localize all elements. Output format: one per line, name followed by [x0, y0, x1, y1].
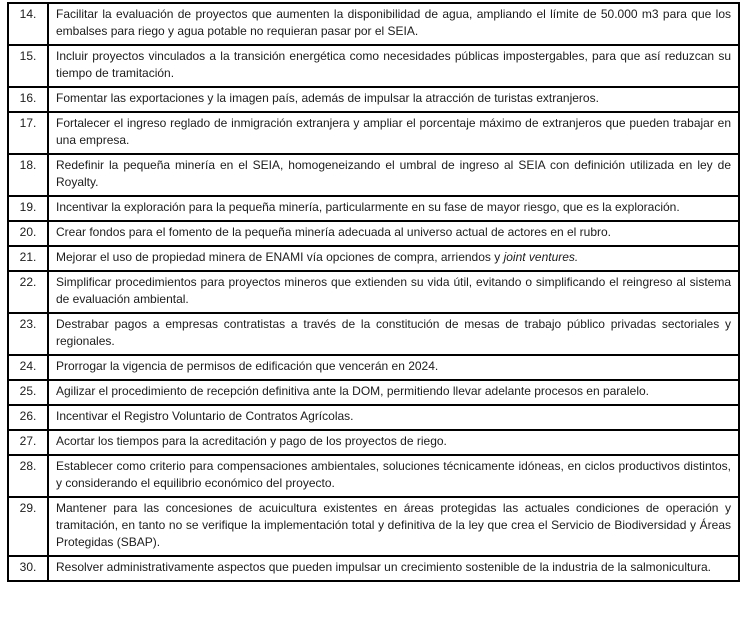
table-row — [8, 246, 739, 271]
row-number-cell: 18. — [8, 154, 48, 196]
table-row — [8, 271, 739, 313]
measures-table — [7, 2, 740, 582]
row-text-cell — [48, 313, 739, 355]
row-text-cell — [48, 246, 739, 271]
text-run: Resolver administrativamente aspectos que pueden impulsar un crecimiento sostenible de la industria de la salmonicultura. — [56, 560, 712, 574]
table-row — [8, 45, 739, 87]
row-number-cell: 19. — [8, 196, 48, 221]
table-row — [8, 430, 739, 455]
row-number-cell: 24. — [8, 355, 48, 380]
table-row — [8, 3, 739, 45]
text-run: Mejorar el uso de propiedad minera de ENAMI vía opciones de compra, arriendos y — [56, 250, 504, 264]
text-run: Facilitar la evaluación de proyectos que aumenten la disponibilidad de agua, ampliando el límite de 50.000 m3 para que los embalses para riego y agua potable no requieran pasar por el SEIA. — [56, 7, 731, 38]
text-run: Incentivar el Registro Voluntario de Contratos Agrícolas. — [56, 409, 354, 423]
text-run: Redefinir la pequeña minería en el SEIA, homogeneizando el umbral de ingreso al SEIA con definición utilizada en ley de Royalty. — [56, 158, 731, 189]
text-run: Fortalecer el ingreso reglado de inmigración extranjera y ampliar el porcentaje máximo de extranjeros que pueden trabajar en una empresa. — [56, 116, 731, 147]
row-text-cell — [48, 154, 739, 196]
table-row — [8, 221, 739, 246]
text-run: joint ventures. — [503, 250, 579, 264]
row-text-cell — [48, 430, 739, 455]
row-number-cell: 26. — [8, 405, 48, 430]
text-run: Agilizar el procedimiento de recepción definitiva ante la DOM, permitiendo llevar adelante procesos en paralelo. — [56, 384, 649, 398]
row-text-cell — [48, 221, 739, 246]
row-text-cell — [48, 45, 739, 87]
row-number-cell: 17. — [8, 112, 48, 154]
row-text-cell — [48, 556, 739, 581]
table-row — [8, 355, 739, 380]
measures-table-body — [8, 3, 739, 581]
table-row — [8, 112, 739, 154]
row-text-cell — [48, 405, 739, 430]
row-number-cell: 28. — [8, 455, 48, 497]
table-row — [8, 455, 739, 497]
row-text-cell — [48, 87, 739, 112]
table-row — [8, 196, 739, 221]
text-run: Crear fondos para el fomento de la pequeña minería adecuada al universo actual de actores en el rubro. — [56, 225, 612, 239]
row-text-cell — [48, 355, 739, 380]
row-text-cell — [48, 455, 739, 497]
row-text-cell — [48, 380, 739, 405]
row-number-cell: 20. — [8, 221, 48, 246]
text-run: Incluir proyectos vinculados a la transición energética como necesidades públicas impostergables, para que así reduzcan su tiempo de tramitación. — [56, 49, 731, 80]
row-number-cell: 29. — [8, 497, 48, 556]
text-run: Acortar los tiempos para la acreditación y pago de los proyectos de riego. — [56, 434, 447, 448]
row-number-cell: 30. — [8, 556, 48, 581]
text-run: Destrabar pagos a empresas contratistas a través de la constitución de mesas de trabajo público privadas sectoriales y regionales. — [56, 317, 731, 348]
table-row — [8, 497, 739, 556]
text-run: Fomentar las exportaciones y la imagen país, además de impulsar la atracción de turistas extranjeros. — [56, 91, 599, 105]
row-number-cell: 16. — [8, 87, 48, 112]
row-number-cell: 22. — [8, 271, 48, 313]
table-row — [8, 556, 739, 581]
row-number-cell: 25. — [8, 380, 48, 405]
row-number-cell: 15. — [8, 45, 48, 87]
row-number-cell: 23. — [8, 313, 48, 355]
table-row — [8, 154, 739, 196]
row-text-cell — [48, 196, 739, 221]
text-run: Prorrogar la vigencia de permisos de edificación que vencerán en 2024. — [56, 359, 439, 373]
row-text-cell — [48, 3, 739, 45]
row-number-cell: 21. — [8, 246, 48, 271]
table-row — [8, 405, 739, 430]
text-run: Establecer como criterio para compensaciones ambientales, soluciones técnicamente idóneas, en ciclos productivos distintos, y considerando el equilibrio económico del proyecto. — [56, 459, 731, 490]
row-number-cell: 14. — [8, 3, 48, 45]
text-run: Incentivar la exploración para la pequeña minería, particularmente en su fase de mayor riesgo, que es la exploración. — [56, 200, 680, 214]
table-row — [8, 87, 739, 112]
row-text-cell — [48, 271, 739, 313]
text-run: Mantener para las concesiones de acuicultura existentes en áreas protegidas las actuales condiciones de operación y tramitación, en tanto no se verifique la implementación total y definitiva de la ley que crea el Servicio de Biodiversidad y Áreas Protegidas (SBAP). — [56, 501, 731, 549]
table-row — [8, 313, 739, 355]
row-text-cell — [48, 112, 739, 154]
row-number-cell: 27. — [8, 430, 48, 455]
text-run: Simplificar procedimientos para proyectos mineros que extienden su vida útil, evitando o simplificando el reingreso al sistema de evaluación ambiental. — [56, 275, 731, 306]
table-row — [8, 380, 739, 405]
row-text-cell — [48, 497, 739, 556]
